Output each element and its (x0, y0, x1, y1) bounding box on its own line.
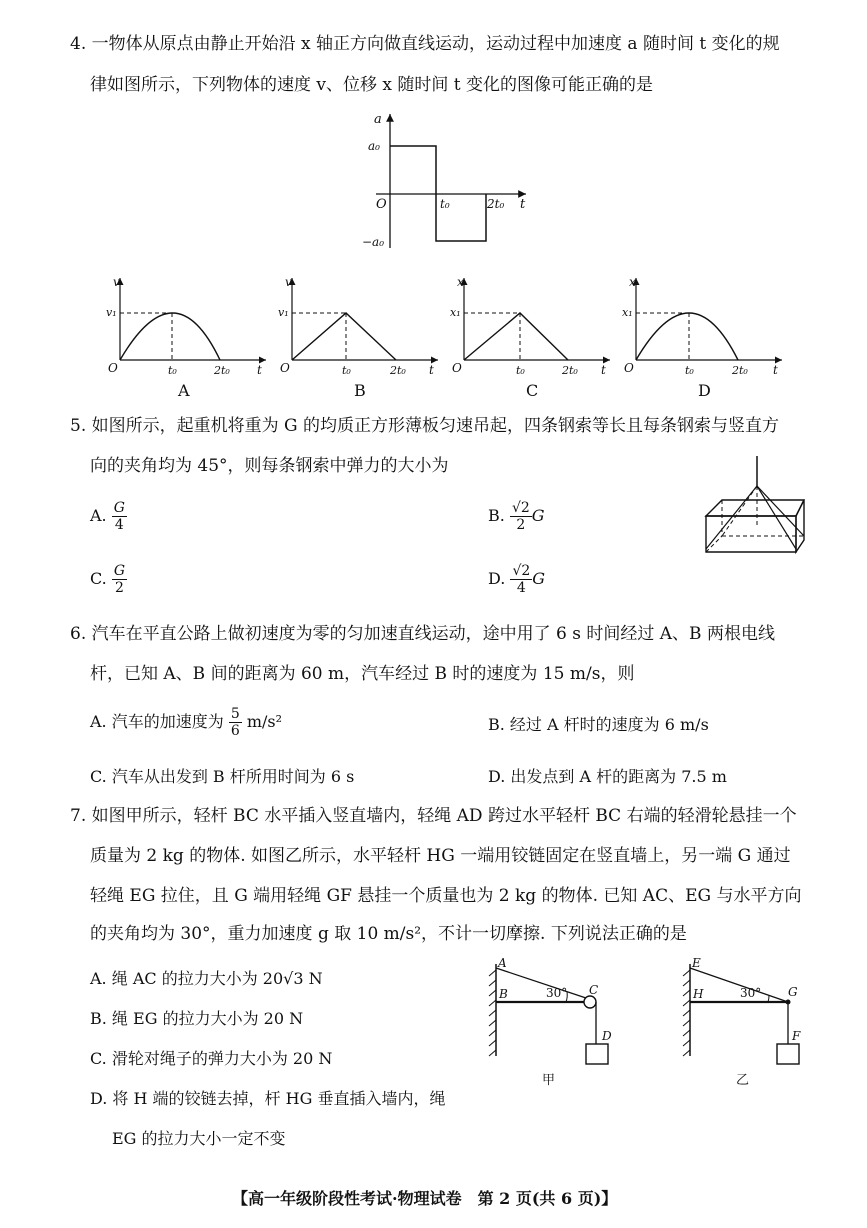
q4-t0-label: t₀ (440, 197, 450, 211)
q4-c-t: t (601, 363, 606, 377)
fig-yi-angle: 30° (740, 986, 762, 1000)
q4-option-a[interactable] (100, 272, 272, 408)
q4-t-axis-label: t (520, 197, 526, 212)
q4-d-2t0: 2t₀ (732, 364, 748, 377)
q4-option-c-graph (444, 272, 616, 404)
q4-c-origin: O (452, 361, 462, 375)
q4-option-b[interactable] (272, 272, 444, 408)
q6-option-d[interactable]: D. 出发点到 A 杆的距离为 7.5 m (488, 767, 727, 786)
option-c-letter: C (526, 381, 539, 400)
q4-option-a-graph (100, 272, 272, 404)
q4-a-axis-label: a (374, 112, 382, 127)
q5-crane-plate-figure (700, 454, 812, 566)
q4-b-t: t (429, 363, 434, 377)
q4-d-peak: x₁ (622, 306, 633, 319)
q4-origin-label: O (376, 197, 387, 212)
fig-jia-label-a: A (498, 956, 507, 970)
fig-jia-label-d: D (602, 1029, 612, 1043)
q4-a-t0: t₀ (168, 364, 177, 377)
q4-line1: 4. 一物体从原点由静止开始沿 x 轴正方向做直线运动，运动过程中加速度 a 随时间 t 变化的规 (70, 34, 780, 54)
q5-line2: 向的夹角均为 45°，则每条钢索中弹力的大小为 (90, 456, 449, 476)
fig-jia-caption: 甲 (542, 1073, 556, 1088)
q4-a0-label: a₀ (368, 139, 380, 153)
q4-option-b-graph (272, 272, 444, 404)
q7-option-b[interactable]: B. 绳 EG 的拉力大小为 20 N (90, 1009, 304, 1028)
q4-2t0-label: 2t₀ (487, 197, 505, 211)
q5-option-d[interactable]: D. $\frac{√2}{4}$ G (488, 563, 546, 596)
q4-option-d-graph (616, 272, 788, 404)
q7-line4: 的夹角均为 30°，重力加速度 g 取 10 m/s²，不计一切摩擦. 下列说法正确的是 (90, 924, 687, 944)
q4-option-d[interactable] (616, 272, 788, 408)
q4-d-origin: O (624, 361, 634, 375)
q4-c-y-axis: x (457, 275, 464, 289)
q5-line1: 5. 如图所示，起重机将重为 G 的均质正方形薄板匀速吊起，四条钢索等长且每条钢索与竖直方 (70, 416, 780, 436)
option-d-letter: D (698, 381, 711, 400)
q5-option-b[interactable]: B. $\frac{√2}{2}$ G (488, 500, 545, 533)
q4-b-t0: t₀ (342, 364, 351, 377)
q4-a-2t0: 2t₀ (214, 364, 230, 377)
option-b-letter: B (354, 381, 366, 400)
q4-neg-a0-label: −a₀ (362, 235, 385, 249)
fig-yi-label-h: H (693, 987, 704, 1001)
q4-d-t: t (773, 363, 778, 377)
q4-line2: 律如图所示，下列物体的速度 v、位移 x 随时间 t 变化的图像可能正确的是 (90, 75, 654, 95)
q7-line1: 7. 如图甲所示，轻杆 BC 水平插入竖直墙内，轻绳 AD 跨过水平轻杆 BC 右端的轻滑轮悬挂一个 (70, 806, 797, 826)
q4-b-2t0: 2t₀ (390, 364, 406, 377)
q6-option-c[interactable]: C. 汽车从出发到 B 杆所用时间为 6 s (90, 767, 355, 786)
q4-b-y-axis: v (285, 275, 292, 289)
q7-option-d-line2: EG 的拉力大小一定不变 (112, 1129, 286, 1148)
q4-a-peak: v₁ (106, 306, 117, 319)
q6-line1: 6. 汽车在平直公路上做初速度为零的匀加速直线运动，途中用了 6 s 时间经过 A、B 两根电线 (70, 624, 775, 644)
q4-c-2t0: 2t₀ (562, 364, 578, 377)
fig-yi-label-e: E (692, 956, 701, 970)
option-a-letter: A (178, 381, 190, 400)
fig-yi-label-f: F (792, 1029, 801, 1043)
q7-option-a[interactable]: A. 绳 AC 的拉力大小为 20√3 N (90, 969, 323, 988)
q4-acceleration-graph (360, 108, 540, 258)
fig-yi-caption: 乙 (736, 1073, 750, 1088)
q4-d-t0: t₀ (685, 364, 694, 377)
q5-option-a[interactable]: A. $\frac{G}{4}$ (90, 500, 125, 533)
q7-option-d-line1[interactable]: D. 将 H 端的铰链去掉，杆 HG 垂直插入墙内，绳 (90, 1089, 446, 1108)
q6-line2: 杆，已知 A、B 间的距离为 60 m，汽车经过 B 时的速度为 15 m/s，则 (90, 664, 635, 684)
q7-option-c[interactable]: C. 滑轮对绳子的弹力大小为 20 N (90, 1049, 333, 1068)
q4-c-peak: x₁ (450, 306, 461, 319)
q6-option-b[interactable]: B. 经过 A 杆时的速度为 6 m/s (488, 715, 709, 734)
q7-figure-yi (680, 956, 820, 1090)
q5-option-c[interactable]: C. $\frac{G}{2}$ (90, 563, 126, 596)
fig-jia-angle: 30° (546, 986, 568, 1000)
fig-jia-label-c: C (589, 983, 599, 997)
q4-b-origin: O (280, 361, 290, 375)
q4-a-t: t (257, 363, 262, 377)
fig-yi-label-g: G (788, 985, 798, 999)
q4-option-c[interactable] (444, 272, 616, 408)
fig-jia-label-b: B (499, 987, 508, 1001)
page-footer: 【高一年级阶段性考试·物理试卷 第 2 页(共 6 页)】 (232, 1189, 618, 1208)
q4-c-t0: t₀ (516, 364, 525, 377)
q4-a-origin: O (108, 361, 118, 375)
q4-b-peak: v₁ (278, 306, 289, 319)
q7-line3: 轻绳 EG 拉住，且 G 端用轻绳 GF 悬挂一个质量也为 2 kg 的物体. 已知 AC、EG 与水平方向 (90, 886, 802, 906)
q4-a-y-axis: v (113, 275, 120, 289)
q6-option-a[interactable]: A. 汽车的加速度为 $\frac{5}{6}$ m/s² (90, 706, 283, 739)
q7-figure-jia (486, 956, 626, 1090)
q4-d-y-axis: x (629, 275, 636, 289)
q7-line2: 质量为 2 kg 的物体. 如图乙所示，水平轻杆 HG 一端用铰链固定在竖直墙上，另一端 G 通过 (90, 846, 791, 866)
